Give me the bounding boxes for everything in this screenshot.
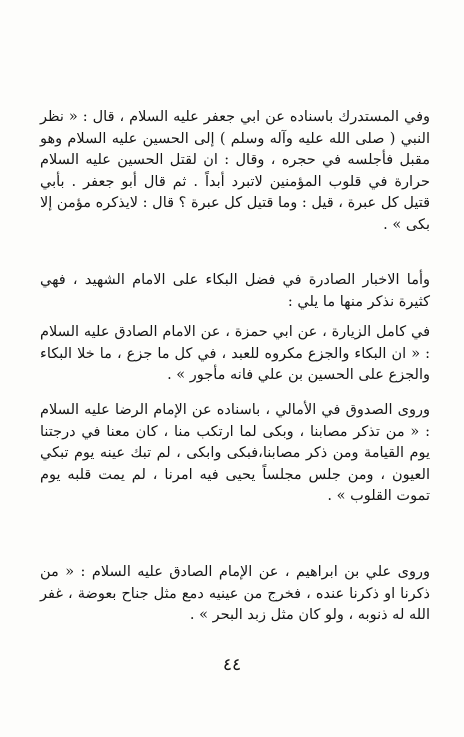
paragraph-mustadrak: وفي المستدرك باسناده عن ابي جعفر عليه السلام ، قال : « نظر النبي ( صلى الله عليه وآله وسلم ) إلى الحسين عليه السلام وهو مقبل فأجلسه في حجره ، وقال : ان لقتل الحسين عليه السلام حرارة في قلوب المؤمنين لاتبرد أبداً . ثم قال أبو جعفر . بأبي قتيل كل عبرة ، قيل : وما قتيل كل عبرة ؟ قال : لايذكره مؤمن إلا بكى » . (40, 109, 430, 233)
paragraph-ali-bin-ibrahim: وروى علي بن ابراهيم ، عن الإمام الصادق عليه السلام : « من ذكرنا او ذكرنا عنده ، فخرج من عينيه دمع مثل جناح بعوضة ، غفر الله له ذنوبه ، ولو كان مثل زبد البحر » . (40, 564, 430, 623)
paragraph-intro: وأما الاخبار الصادرة في فضل البكاء على الامام الشهيد ، فهي كثيرة نذكر منها ما يلي : (40, 272, 430, 310)
page-number: ٤٤ (222, 655, 242, 675)
paragraph-kamil-ziyara: في كامل الزيارة ، عن ابي حمزة ، عن الامام الصادق عليه السلام : « ان البكاء والجزع مكروه للعبد ، في كل ما جزع ، ما خلا البكاء والجزع على الحسين بن علي فانه مأجور » . (40, 324, 430, 383)
paragraph-amali: وروى الصدوق في الأمالي ، باسناده عن الإمام الرضا عليه السلام : « من تذكر مصابنا ، وبكى لما ارتكب منا ، كان معنا في درجتنا يوم القيامة ومن ذكر مصابنا،فبكى وابكى ، لم تبك عينه يوم تبكي العيون ، ومن جلس مجلساً يحيى فيه امرنا ، لم يمت قلبه يوم تموت القلوب » . (40, 402, 430, 504)
